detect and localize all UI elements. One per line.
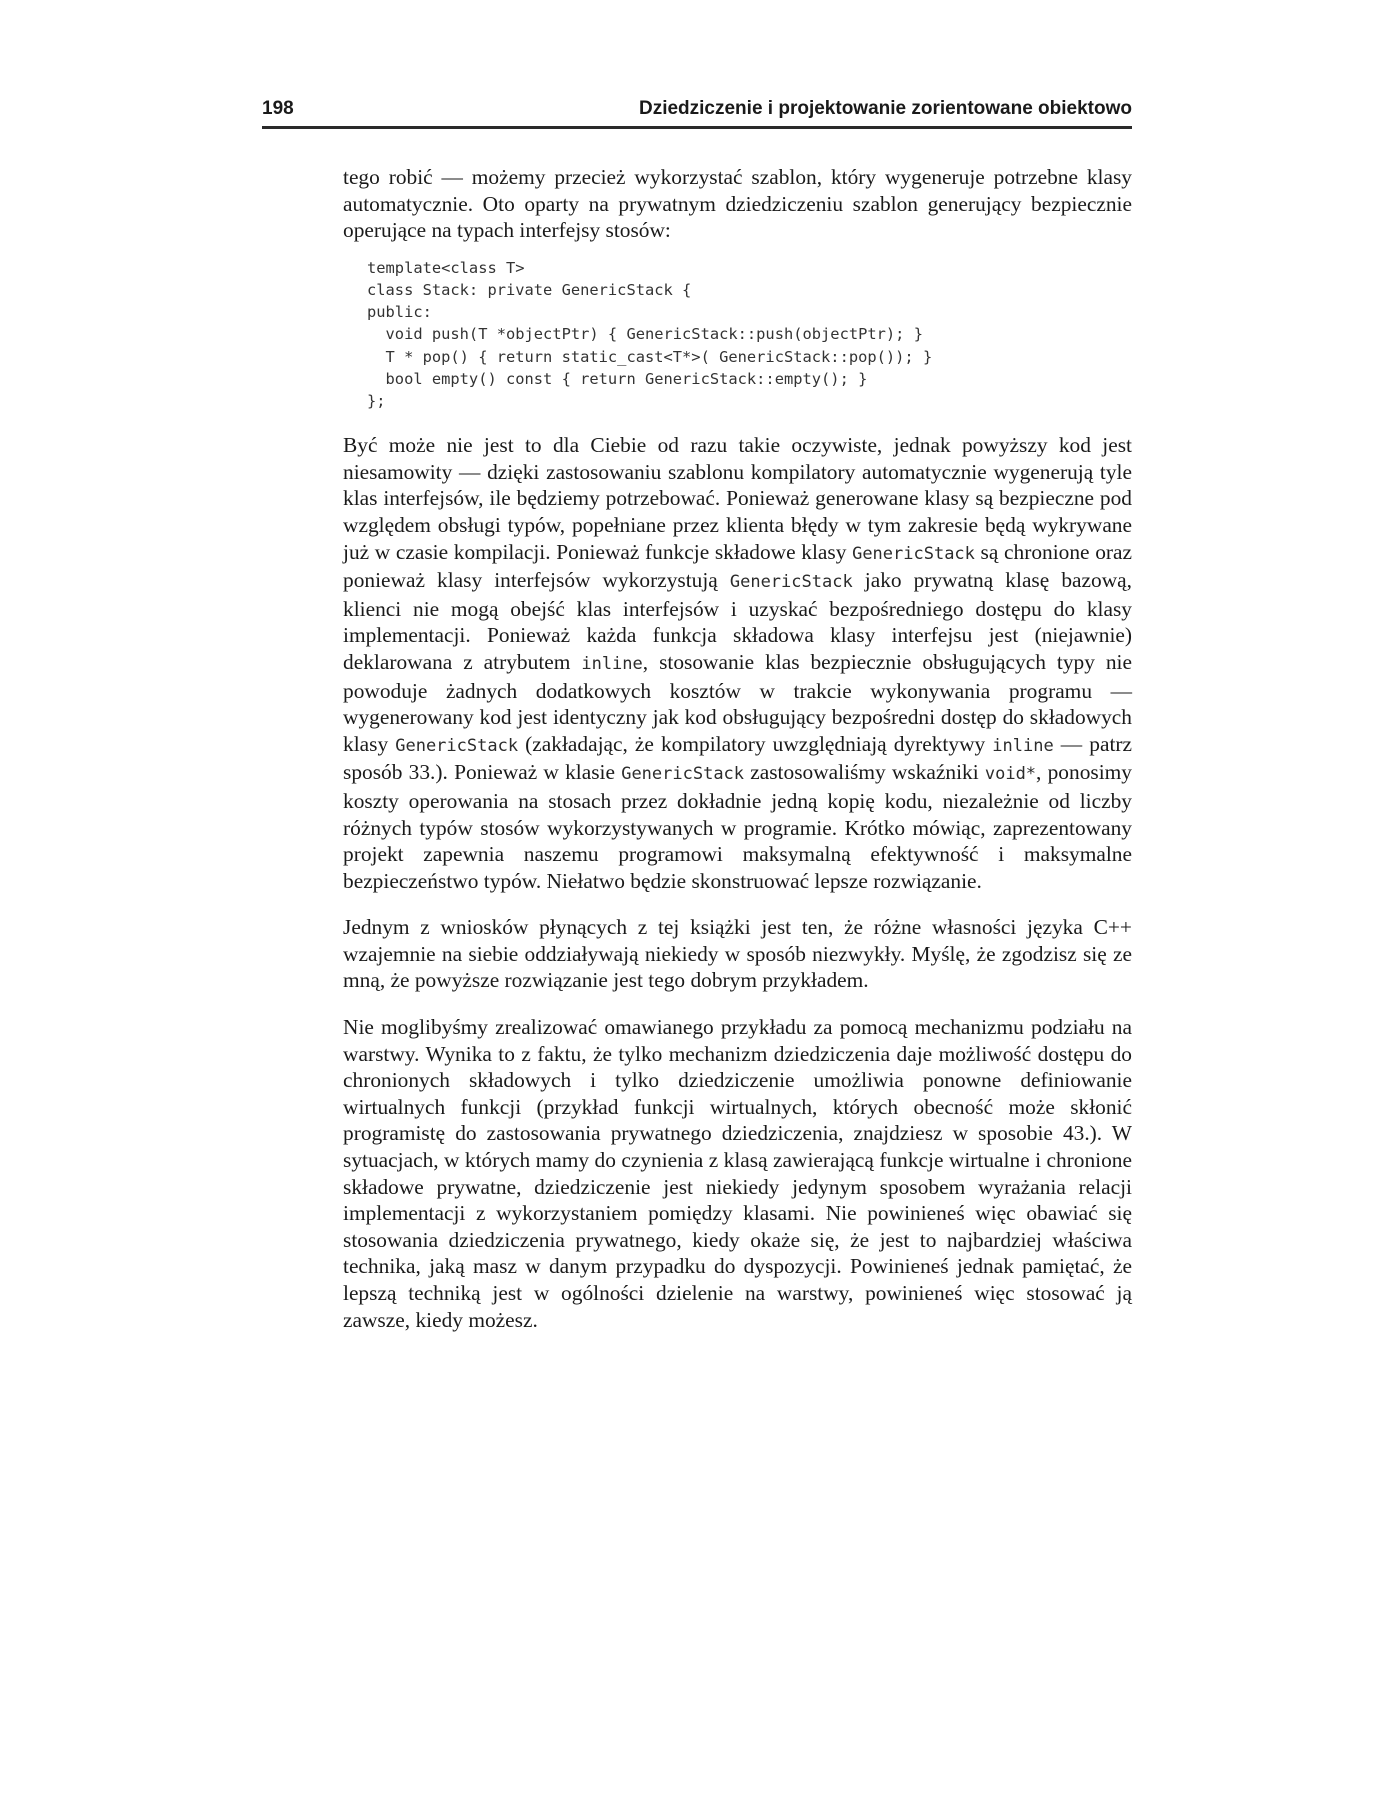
text-run: — patrz sposób 33.). Ponieważ w klasie — [343, 731, 1133, 785]
paragraph-layering: Nie moglibyśmy zrealizować omawianego przykładu za pomocą mechanizmu podziału na warstwy. Wynika to z faktu, że tylko mechanizm dziedziczenia daje możliwość dostępu do chronionych składowych i tylko dziedziczenie umożliwia ponowne definiowanie wirtualnych funkcji (przykład funkcji wirtualnych, których obecność może skłonić programistę do zastosowania prywatnego dziedziczenia, znajdziesz w sposobie 43.). W sytuacjach, w których mamy do czynienia z klasą zawierającą funkcje wirtualne i chronione składowe prywatne, dziedziczenie jest niekiedy jedynym sposobem wyrażania relacji implementacji z wykorzystaniem pomiędzy klasami. Nie powinieneś więc obawiać się stosowania dziedziczenia prywatnego, kiedy okaże się, że jest to najbardziej właściwa technika, jaką masz w danym przypadku do dyspozycji. Powinieneś jednak pamiętać, że lepszą techniką jest w ogólności dzielenie na warstwy, powinieneś więc stosować ją zawsze, kiedy możesz. — [343, 1015, 1132, 1332]
code-term: GenericStack — [852, 543, 975, 564]
page-number: 198 — [262, 98, 294, 119]
text-run: , ponosimy koszty operowania na stosach przez dokładnie jedną kopię kodu, niezależnie od liczby różnych typów stosów wykorzystywanych w programie. Krótko mówiąc, zaprezentowany projekt zapewnia naszemu programowi maksymalną efektywność i maksymalne bezpieczeństwo typów. Niełatwo będzie skonstruować lepsze rozwiązanie. — [343, 760, 1132, 893]
code-term: GenericStack — [621, 764, 745, 785]
paragraph-discussion — [343, 432, 1132, 894]
paragraph-conclusion: Jednym z wniosków płynących z tej książki jest ten, że różne własności języka C++ wzajemnie na siebie oddziaływają niekiedy w sposób niezwykły. Myślę, że zgodzisz się ze mną, że powyższe rozwiązanie jest tego dobrym przykładem. — [343, 915, 1132, 993]
intro-paragraph: tego robić — możemy przecież wykorzystać szablon, który wygeneruje potrzebne klasy automatycznie. Oto oparty na prywatnym dziedziczeniu szablon generujący bezpiecznie operujące na typach interfejsy stosów: — [343, 165, 1132, 243]
text-run: , stosowanie klas bezpiecznie obsługujących typy nie powoduje żadnych dodatkowych kosztów w trakcie wykonywania programu — wygenerowany kod jest identyczny jak kod obsługujący bezpośredni dostęp do składowych klasy — [343, 649, 1132, 756]
running-title: Dziedziczenie i projektowanie zorientowane obiektowo — [638, 98, 1132, 119]
code-line: }; — [367, 392, 386, 410]
code-listing — [367, 257, 1132, 412]
code-term: GenericStack — [729, 572, 853, 593]
code-line: bool empty() const { return GenericStack::empty(); } — [367, 369, 868, 388]
body-text — [343, 164, 1132, 1333]
code-line: T * pop() { return static_cast<T*>( GenericStack::pop()); } — [367, 347, 933, 366]
text-run: są chronione oraz ponieważ klasy interfejsów wykorzystują — [343, 539, 1133, 593]
code-line: template<class T> — [367, 258, 525, 277]
code-term: inline — [581, 653, 643, 674]
code-term: void* — [984, 764, 1037, 785]
code-term: GenericStack — [395, 735, 519, 756]
code-line: void push(T *objectPtr) { GenericStack::push(objectPtr); } — [367, 325, 923, 344]
text-run: jako prywatną klasę bazową, klienci nie mogą obejść klas interfejsów i uzyskać bezpośredniego dostępu do klasy implementacji. Ponieważ każda funkcja składowa klasy interfejsu jest (niejawnie) deklarowana z atrybutem — [343, 568, 1132, 674]
running-head — [262, 96, 1132, 129]
text-run: Być może nie jest to dla Ciebie od razu takie oczywiste, jednak powyższy kod jest niesamowity — dzięki zastosowaniu szablonu kompilatory automatycznie wygenerują tyle klas interfejsów, ile będziemy potrzebować. Ponieważ generowane klasy są bezpieczne pod względem obsługi typów, popełniane przez klienta błędy w tym zakresie będą wykrywane już w czasie kompilacji. Ponieważ funkcje składowe klasy — [343, 433, 1132, 564]
code-line: class Stack: private GenericStack { — [367, 280, 692, 299]
text-run: zastosowaliśmy wskaźniki — [744, 760, 985, 785]
code-term: inline — [992, 735, 1054, 756]
code-line: public: — [367, 303, 432, 322]
text-run: (zakładając, że kompilatory uwzględniają dyrektywy — [518, 731, 993, 756]
